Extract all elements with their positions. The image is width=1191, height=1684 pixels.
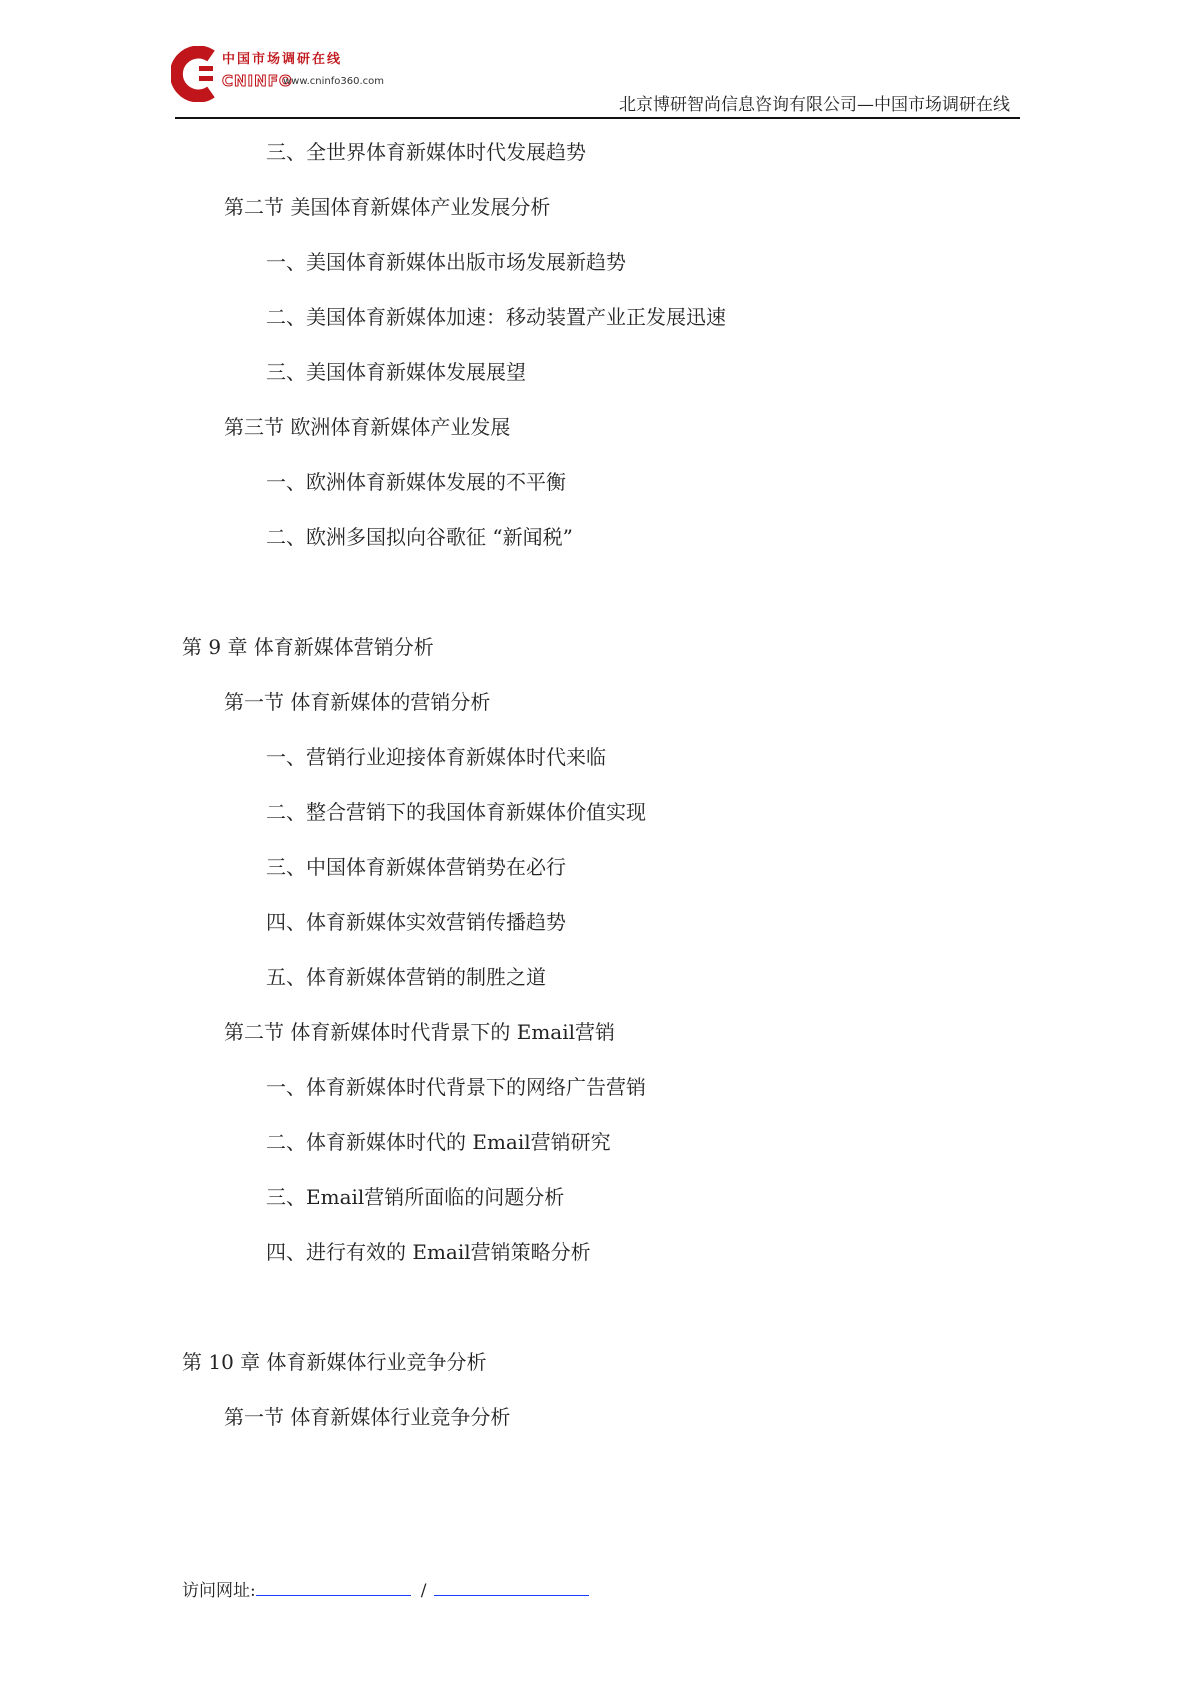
- toc-section: 第三节 欧洲体育新媒体产业发展: [224, 415, 511, 439]
- toc-item: 四、体育新媒体实效营销传播趋势: [266, 910, 566, 934]
- toc-item: 一、欧洲体育新媒体发展的不平衡: [266, 470, 566, 494]
- toc-item: 三、全世界体育新媒体时代发展趋势: [266, 140, 586, 164]
- page-header: [175, 42, 1018, 120]
- toc-item: 四、进行有效的 Email营销策略分析: [266, 1240, 591, 1264]
- toc-item: 二、体育新媒体时代的 Email营销研究: [266, 1130, 611, 1154]
- cninfo-logo: [175, 46, 385, 102]
- footer-label: 访问网址:: [182, 1581, 256, 1601]
- toc-item: 二、欧洲多国拟向谷歌征 “新闻税”: [266, 525, 573, 549]
- footer-separator: /: [420, 1581, 427, 1601]
- company-name: 北京博研智尚信息咨询有限公司—中国市场调研在线: [619, 95, 1010, 115]
- toc-item: 三、美国体育新媒体发展展望: [266, 360, 526, 384]
- logo-url-text: www.cninfo360.com: [283, 76, 385, 87]
- toc-item: 三、Email营销所面临的问题分析: [266, 1185, 565, 1209]
- toc-section: 第一节 体育新媒体的营销分析: [224, 690, 491, 714]
- toc-section: 第二节 体育新媒体时代背景下的 Email营销: [224, 1020, 615, 1044]
- header-divider: [175, 117, 1020, 119]
- url-link-2[interactable]: [434, 1579, 589, 1596]
- toc-item: 一、体育新媒体时代背景下的网络广告营销: [266, 1075, 646, 1099]
- toc-section: 第一节 体育新媒体行业竞争分析: [224, 1405, 511, 1429]
- toc-item: 五、体育新媒体营销的制胜之道: [266, 965, 546, 989]
- toc-chapter: 第 9 章 体育新媒体营销分析: [182, 635, 434, 659]
- toc-item: 二、美国体育新媒体加速：移动装置产业正发展迅速: [266, 305, 726, 329]
- toc-item: 三、中国体育新媒体营销势在必行: [266, 855, 566, 879]
- logo-chinese-text: 中国市场调研在线: [222, 52, 343, 67]
- toc-item: 二、整合营销下的我国体育新媒体价值实现: [266, 800, 646, 824]
- toc-section: 第二节 美国体育新媒体产业发展分析: [224, 195, 551, 219]
- toc-item: 一、营销行业迎接体育新媒体时代来临: [266, 745, 606, 769]
- url-link-1[interactable]: [256, 1579, 411, 1596]
- toc-chapter: 第 10 章 体育新媒体行业竞争分析: [182, 1350, 487, 1374]
- logo-english-text: CNINFO: [222, 72, 293, 90]
- logo-c-mark-icon: [171, 46, 219, 102]
- page-footer: [182, 1576, 589, 1601]
- toc-item: 一、美国体育新媒体出版市场发展新趋势: [266, 250, 626, 274]
